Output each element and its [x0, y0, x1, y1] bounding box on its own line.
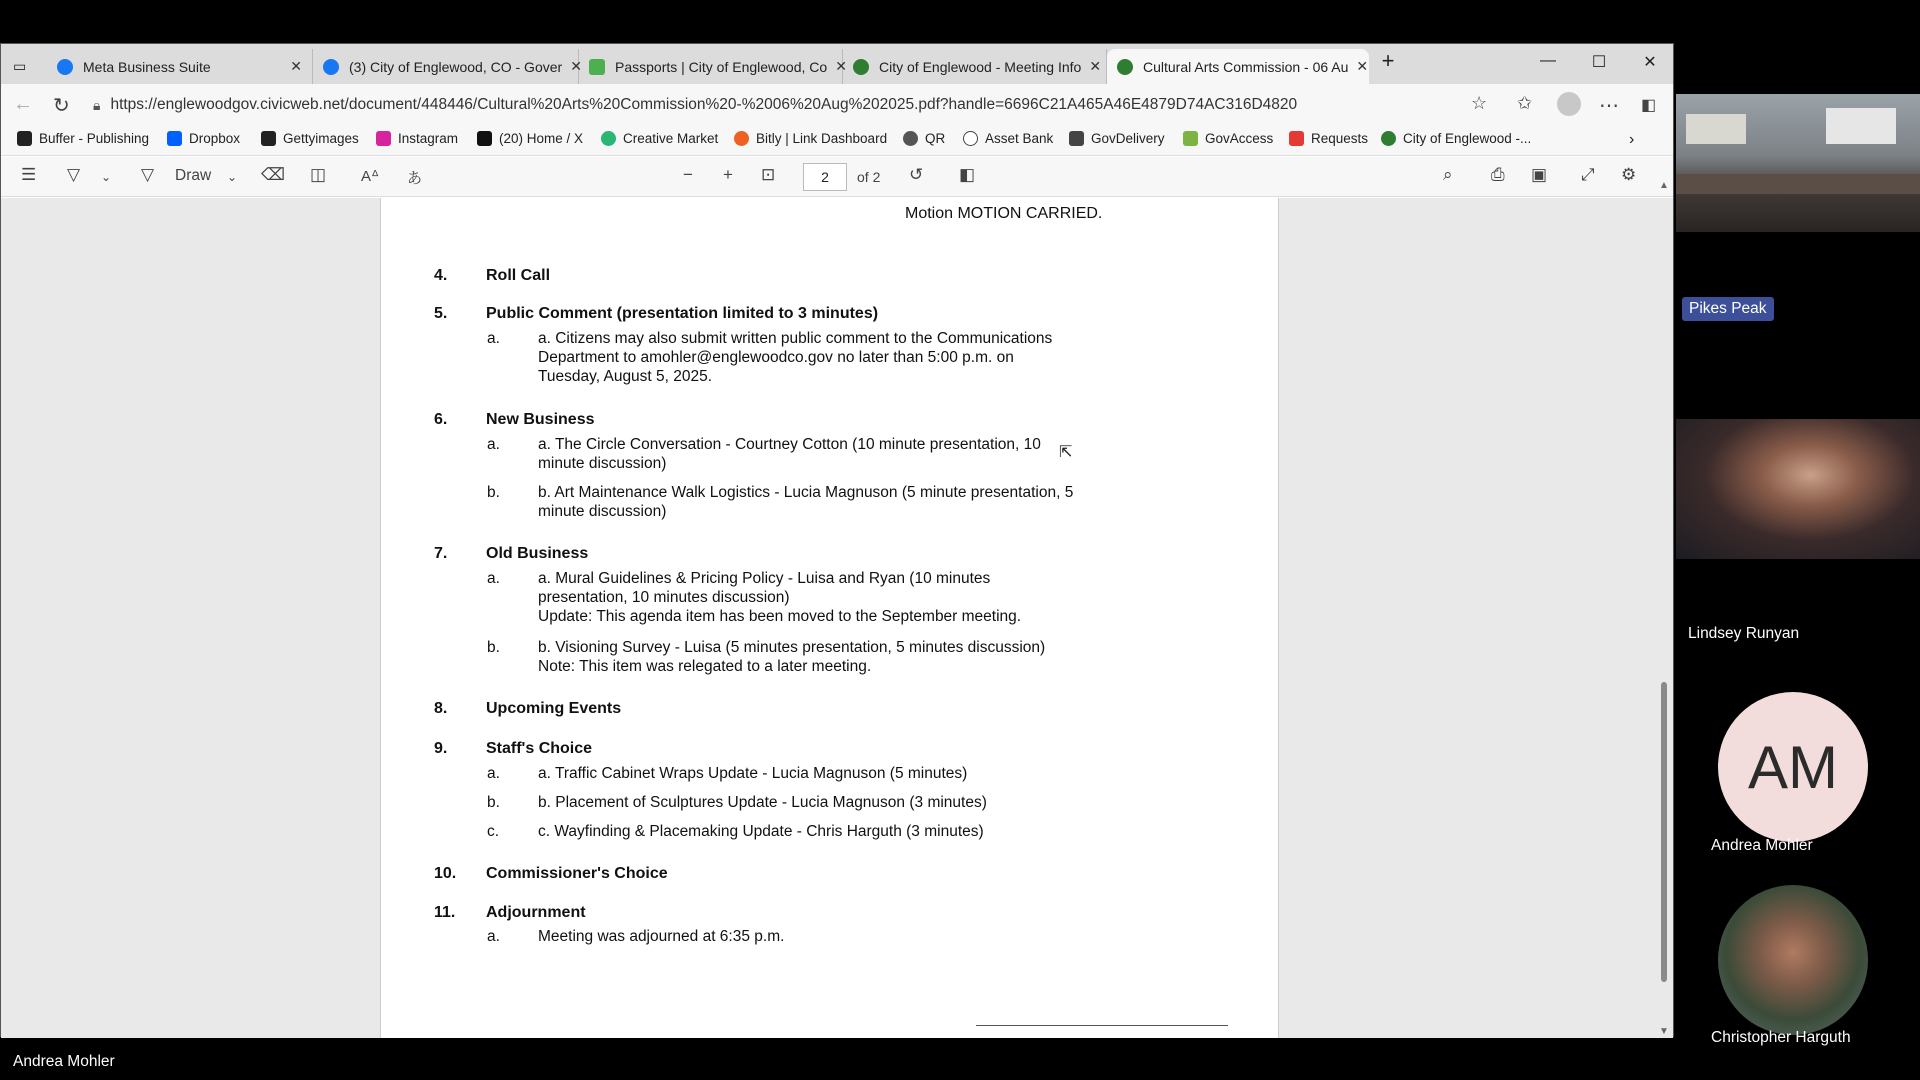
agenda-item-letter: b.: [487, 639, 500, 656]
agenda-section-number: 10.: [434, 865, 457, 882]
bookmark-city-of-englewood[interactable]: [1381, 131, 1531, 146]
agenda-item-text: Update: This agenda item has been moved to the September meeting.: [538, 608, 1022, 625]
avatar: AM: [1718, 692, 1868, 842]
url-field[interactable]: [93, 90, 1493, 120]
erase-icon[interactable]: ⌫: [261, 165, 286, 184]
agenda-item-text: Tuesday, August 5, 2025.: [538, 368, 713, 385]
tab-actions-icon[interactable]: ▭: [13, 58, 27, 74]
pdf-page: [380, 198, 1279, 1038]
bookmark-govaccess[interactable]: [1183, 131, 1273, 146]
close-window-icon[interactable]: ✕: [1643, 54, 1657, 71]
lock-icon: 🔒︎: [93, 96, 101, 113]
tab-title: (3) City of Englewood, CO - Gover: [349, 58, 563, 75]
qr-icon: [903, 131, 918, 146]
passports-icon: [589, 59, 605, 75]
scroll-up-icon[interactable]: ▲: [1659, 180, 1669, 191]
new-tab-icon[interactable]: +: [1381, 48, 1395, 73]
participant-name: Lindsey Runyan: [1688, 625, 1800, 642]
tab-title: City of Englewood - Meeting Info: [879, 58, 1082, 75]
agenda-item-text: Department to amohler@englewoodco.gov no later than 5:00 p.m. on: [538, 349, 1014, 366]
chevron-down-icon[interactable]: ⌄: [227, 170, 238, 184]
bookmark-buffer[interactable]: [17, 131, 149, 146]
agenda-item-text: a. Traffic Cabinet Wraps Update - Lucia Magnuson (5 minutes): [538, 765, 968, 782]
bookmark-bitly[interactable]: [734, 131, 887, 146]
agenda-section-number: 11.: [434, 904, 456, 921]
participant-name: Andrea Mohler: [1711, 837, 1813, 854]
bookmark-asset-bank[interactable]: [963, 131, 1053, 146]
participant-video-lindsey: [1676, 419, 1920, 559]
agenda-item-letter: a.: [487, 330, 500, 347]
englewood-icon: [853, 59, 869, 75]
agenda-item-text: c. Wayfinding & Placemaking Update - Chris Harguth (3 minutes): [538, 823, 984, 840]
agenda-section-heading: Upcoming Events: [486, 700, 622, 717]
tab-meeting-info[interactable]: [843, 49, 1107, 84]
highlight-icon[interactable]: ▽: [67, 165, 81, 184]
instagram-icon: [376, 131, 391, 146]
bookmarks-overflow-icon[interactable]: ›: [1629, 131, 1635, 148]
englewood-icon: [1381, 131, 1396, 146]
agenda-section-heading: Public Comment (presentation limited to 3 minutes): [486, 305, 879, 322]
agenda-item-text: a. Mural Guidelines & Pricing Policy - Luisa and Ryan (10 minutes: [538, 570, 991, 587]
bookmark-label: GovDelivery: [1091, 131, 1165, 146]
agenda-item-text: b. Visioning Survey - Luisa (5 minutes presentation, 5 minutes discussion): [538, 639, 1046, 656]
two-page-icon[interactable]: ◧: [959, 165, 976, 184]
agenda-item-letter: a.: [487, 570, 500, 587]
mouse-cursor-icon: ⇱: [1059, 444, 1073, 461]
agenda-section-number: 5.: [434, 305, 448, 322]
bookmark-label: Bitly | Link Dashboard: [756, 131, 888, 146]
room-label: Pikes Peak: [1682, 297, 1774, 321]
zoom-in-icon[interactable]: +: [723, 165, 733, 184]
bookmark-label: Gettyimages: [283, 131, 359, 146]
buffer-icon: [17, 131, 32, 146]
close-tab-icon[interactable]: ✕: [290, 58, 302, 74]
rotate-icon[interactable]: ↺: [909, 165, 924, 184]
govdelivery-icon: [1069, 131, 1084, 146]
bookmarks-bar: [1, 126, 1673, 156]
close-tab-icon[interactable]: ✕: [835, 58, 847, 74]
bookmark-label: Requests: [1311, 131, 1369, 146]
close-tab-icon[interactable]: ✕: [570, 58, 582, 74]
tab-title: Cultural Arts Commission - 06 Au: [1143, 58, 1349, 75]
profile-icon[interactable]: [1557, 92, 1581, 116]
bookmark-label: City of Englewood -...: [1403, 131, 1532, 146]
globe-icon: [963, 131, 978, 146]
scroll-thumb[interactable]: [1661, 682, 1667, 982]
participant-name: Christopher Harguth: [1711, 1029, 1851, 1046]
bookmark-instagram[interactable]: [376, 131, 458, 146]
tab-passports[interactable]: [579, 49, 847, 84]
meta-icon: [57, 59, 73, 75]
save-icon[interactable]: ▣: [1531, 165, 1548, 184]
translate-icon[interactable]: あ: [407, 170, 423, 187]
bookmark-x[interactable]: [477, 131, 583, 146]
tab-bar: [1, 44, 1673, 84]
agenda-section-number: 8.: [434, 700, 448, 717]
settings-icon[interactable]: ⚙: [1621, 165, 1637, 184]
agenda-item-letter: b.: [487, 484, 500, 501]
x-icon: [477, 131, 492, 146]
signature-line: [976, 1025, 1228, 1026]
agenda-section-heading: Old Business: [486, 545, 589, 562]
print-icon[interactable]: ⎙: [1491, 165, 1505, 184]
address-bar-row: [1, 84, 1673, 126]
bookmark-label: Dropbox: [189, 131, 241, 146]
pdf-viewer[interactable]: [1, 180, 1673, 1038]
maximize-icon[interactable]: ☐: [1591, 54, 1607, 71]
agenda-section-number: 9.: [434, 740, 448, 757]
agenda-item-letter: c.: [487, 823, 500, 840]
avatar: [1718, 885, 1868, 1035]
agenda-section-number: 7.: [434, 545, 448, 562]
chevron-down-icon[interactable]: ⌄: [101, 170, 112, 184]
agenda-section-heading: Staff's Choice: [486, 740, 593, 757]
agenda-item-text: Note: This item was relegated to a later meeting.: [538, 658, 872, 675]
bookmark-requests[interactable]: [1289, 131, 1368, 146]
bookmark-govdelivery[interactable]: [1069, 131, 1165, 146]
tab-meta-business-suite[interactable]: [47, 49, 313, 84]
agenda-section-number: 6.: [434, 411, 448, 428]
bookmark-label: (20) Home / X: [499, 131, 584, 146]
agenda-item-text: b. Art Maintenance Walk Logistics - Lucia Magnuson (5 minute presentation, 5: [538, 484, 1074, 501]
bitly-icon: [734, 131, 749, 146]
bookmark-creative-market[interactable]: [601, 131, 718, 146]
favorites-icon[interactable]: ✩: [1517, 93, 1533, 113]
minimize-icon[interactable]: —: [1540, 52, 1556, 69]
pdf-toolbar: [1, 157, 1673, 197]
agenda-item-text: a. The Circle Conversation - Courtney Cotton (10 minute presentation, 10: [538, 436, 1041, 453]
more-menu-icon[interactable]: ⋯: [1599, 95, 1619, 117]
bookmark-dropbox[interactable]: [167, 131, 240, 146]
agenda-item-letter: b.: [487, 794, 500, 811]
bookmark-label: Creative Market: [623, 131, 719, 146]
zoom-out-icon[interactable]: −: [683, 165, 693, 184]
creative-market-icon: [601, 131, 616, 146]
page-view-icon[interactable]: ◫: [310, 165, 327, 184]
scrollbar[interactable]: [1657, 180, 1671, 1038]
draw-button[interactable]: Draw: [175, 167, 212, 184]
sidebar-icon[interactable]: ◧: [1641, 97, 1657, 114]
close-tab-icon[interactable]: ✕: [1089, 58, 1102, 74]
bookmark-gettyimages[interactable]: [261, 131, 359, 146]
agenda-section-heading: Adjournment: [486, 904, 586, 921]
draw-icon[interactable]: ▽: [141, 165, 155, 184]
requests-icon: [1289, 131, 1304, 146]
agenda-section-number: 4.: [434, 267, 448, 284]
fullscreen-icon[interactable]: ⤢: [1581, 165, 1595, 184]
englewood-icon: [1117, 59, 1133, 75]
govaccess-icon: [1183, 131, 1198, 146]
scroll-down-icon[interactable]: ▼: [1659, 1026, 1669, 1037]
gettyimages-icon: [261, 131, 276, 146]
tab-title: Meta Business Suite: [83, 58, 211, 75]
agenda-item-text: b. Placement of Sculptures Update - Lucia Magnuson (3 minutes): [538, 794, 987, 811]
tab-facebook[interactable]: [313, 49, 582, 84]
facebook-icon: [323, 59, 339, 75]
bookmark-label: Instagram: [398, 131, 459, 146]
browser-window: [0, 43, 1674, 1037]
motion-carried-text: Motion MOTION CARRIED.: [905, 205, 1103, 222]
back-icon[interactable]: ←: [13, 93, 33, 115]
agenda-item-letter: a.: [487, 765, 500, 782]
agenda-section-heading: New Business: [486, 411, 595, 428]
room-window: [1686, 114, 1746, 144]
page-total: of 2: [857, 169, 881, 185]
agenda-section-heading: Roll Call: [486, 267, 551, 284]
contents-icon[interactable]: ☰: [21, 165, 37, 184]
read-aloud-icon[interactable]: Aᐞ: [361, 168, 380, 185]
dropbox-icon: [167, 131, 182, 146]
agenda-item-text: Meeting was adjourned at 6:35 p.m.: [538, 928, 785, 945]
bookmark-label: GovAccess: [1205, 131, 1274, 146]
search-icon[interactable]: ⌕: [1443, 165, 1453, 184]
tab-cultural-arts[interactable]: [1107, 49, 1369, 84]
active-speaker-name: Andrea Mohler: [13, 1053, 115, 1070]
agenda-item-text: presentation, 10 minutes discussion): [538, 589, 790, 606]
fit-page-icon[interactable]: ⊡: [761, 165, 776, 184]
tab-title: Passports | City of Englewood, Co: [615, 58, 828, 75]
bookmark-qr[interactable]: [903, 131, 945, 146]
agenda-item-text: minute discussion): [538, 455, 667, 472]
agenda-item-letter: a.: [487, 928, 500, 945]
favorite-star-icon[interactable]: ☆: [1471, 93, 1488, 113]
url-text: https://englewoodgov.civicweb.net/document/448446/Cultural%20Arts%20Commission%20-%2006%20Aug%202025.pdf?handle=6696C21A465A46E4879D74AC316D4820: [110, 96, 1298, 113]
close-tab-icon[interactable]: ✕: [1356, 58, 1369, 74]
page-number-input[interactable]: 2: [803, 163, 847, 191]
room-table: [1676, 174, 1920, 194]
agenda-section-heading: Commissioner's Choice: [486, 865, 668, 882]
agenda-item-text: minute discussion): [538, 503, 667, 520]
agenda-item-text: a. Citizens may also submit written public comment to the Communications: [538, 330, 1053, 347]
room-screen: [1826, 108, 1896, 144]
bookmark-label: Buffer - Publishing: [39, 131, 150, 146]
room-video: [1676, 94, 1920, 232]
bookmark-label: QR: [925, 131, 946, 146]
bookmark-label: Asset Bank: [985, 131, 1054, 146]
agenda-item-letter: a.: [487, 436, 500, 453]
refresh-icon[interactable]: ↻: [53, 95, 70, 117]
